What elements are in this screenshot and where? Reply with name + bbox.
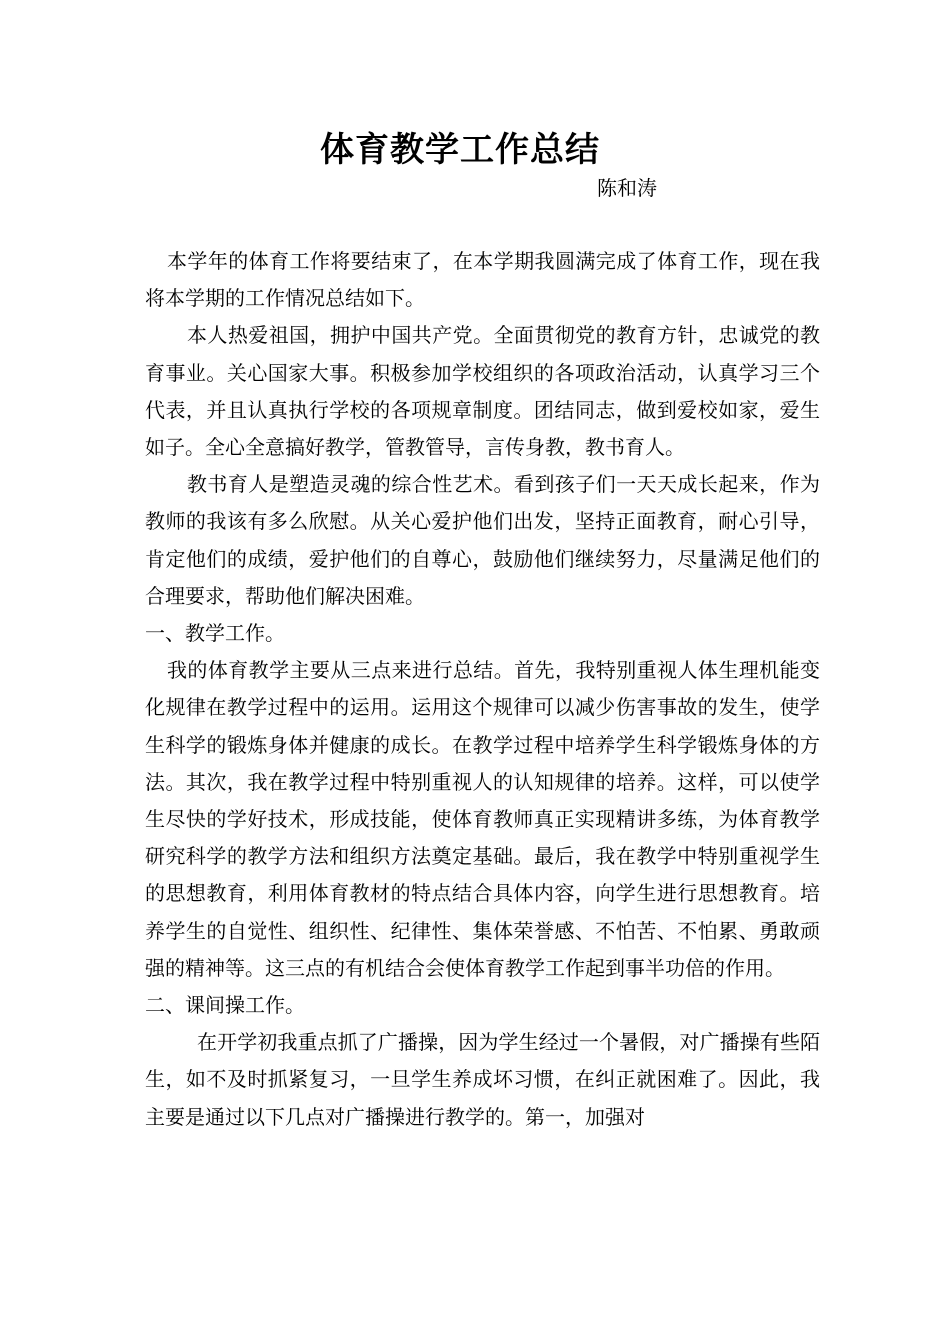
document-body <box>145 243 820 1136</box>
document-author: 陈和涛 <box>597 176 657 200</box>
paragraph-education: 教书育人是塑造灵魂的综合性艺术。看到孩子们一天天成长起来，作为教师的我该有多么欣慰。从关心爱护他们出发，坚持正面教育，耐心引导，肯定他们的成绩，爱护他们的自尊心，鼓励他们继续努力，尽量满足他们的合理要求，帮助他们解决困难。 <box>145 472 820 608</box>
paragraph-political: 本人热爱祖国，拥护中国共产党。全面贯彻党的教育方针，忠诚党的教育事业。关心国家大事。积极参加学校组织的各项政治活动，认真学习三个代表，并且认真执行学校的各项规章制度。团结同志，做到爱校如家，爱生如子。全心全意搞好教学，管教管导，言传身教，教书育人。 <box>145 323 820 460</box>
document-title: 体育教学工作总结 <box>320 130 600 170</box>
paragraph-teaching: 我的体育教学主要从三点来进行总结。首先，我特别重视人体生理机能变化规律在教学过程中的运用。运用这个规律可以减少伤害事故的发生，使学生科学的锻炼身体并健康的成长。在教学过程中培养学生科学锻炼身体的方法。其次，我在教学过程中特别重视人的认知规律的培养。这样，可以使学生尽快的学好技术，形成技能，使体育教师真正实现精讲多练，为体育教学研究科学的教学方法和组织方法奠定基础。最后，我在教学中特别重视学生的思想教育，利用体育教材的特点结合具体内容，向学生进行思想教育。培养学生的自觉性、组织性、纪律性、集体荣誉感、不怕苦、不怕累、勇敢顽强的精神等。这三点的有机结合会使体育教学工作起到事半功倍的作用。 <box>145 658 820 980</box>
paragraph-exercise: 在开学初我重点抓了广播操，因为学生经过一个暑假，对广播操有些陌生，如不及时抓紧复习，一旦学生养成坏习惯，在纠正就困难了。因此，我主要是通过以下几点对广播操进行教学的。第一，加强对 <box>145 1030 820 1129</box>
paragraph-intro: 本学年的体育工作将要结束了，在本学期我圆满完成了体育工作，现在我将本学期的工作情况总结如下。 <box>145 249 820 311</box>
section-heading-exercise: 二、课间操工作。 <box>145 993 305 1018</box>
section-heading-teaching: 一、教学工作。 <box>145 621 285 646</box>
